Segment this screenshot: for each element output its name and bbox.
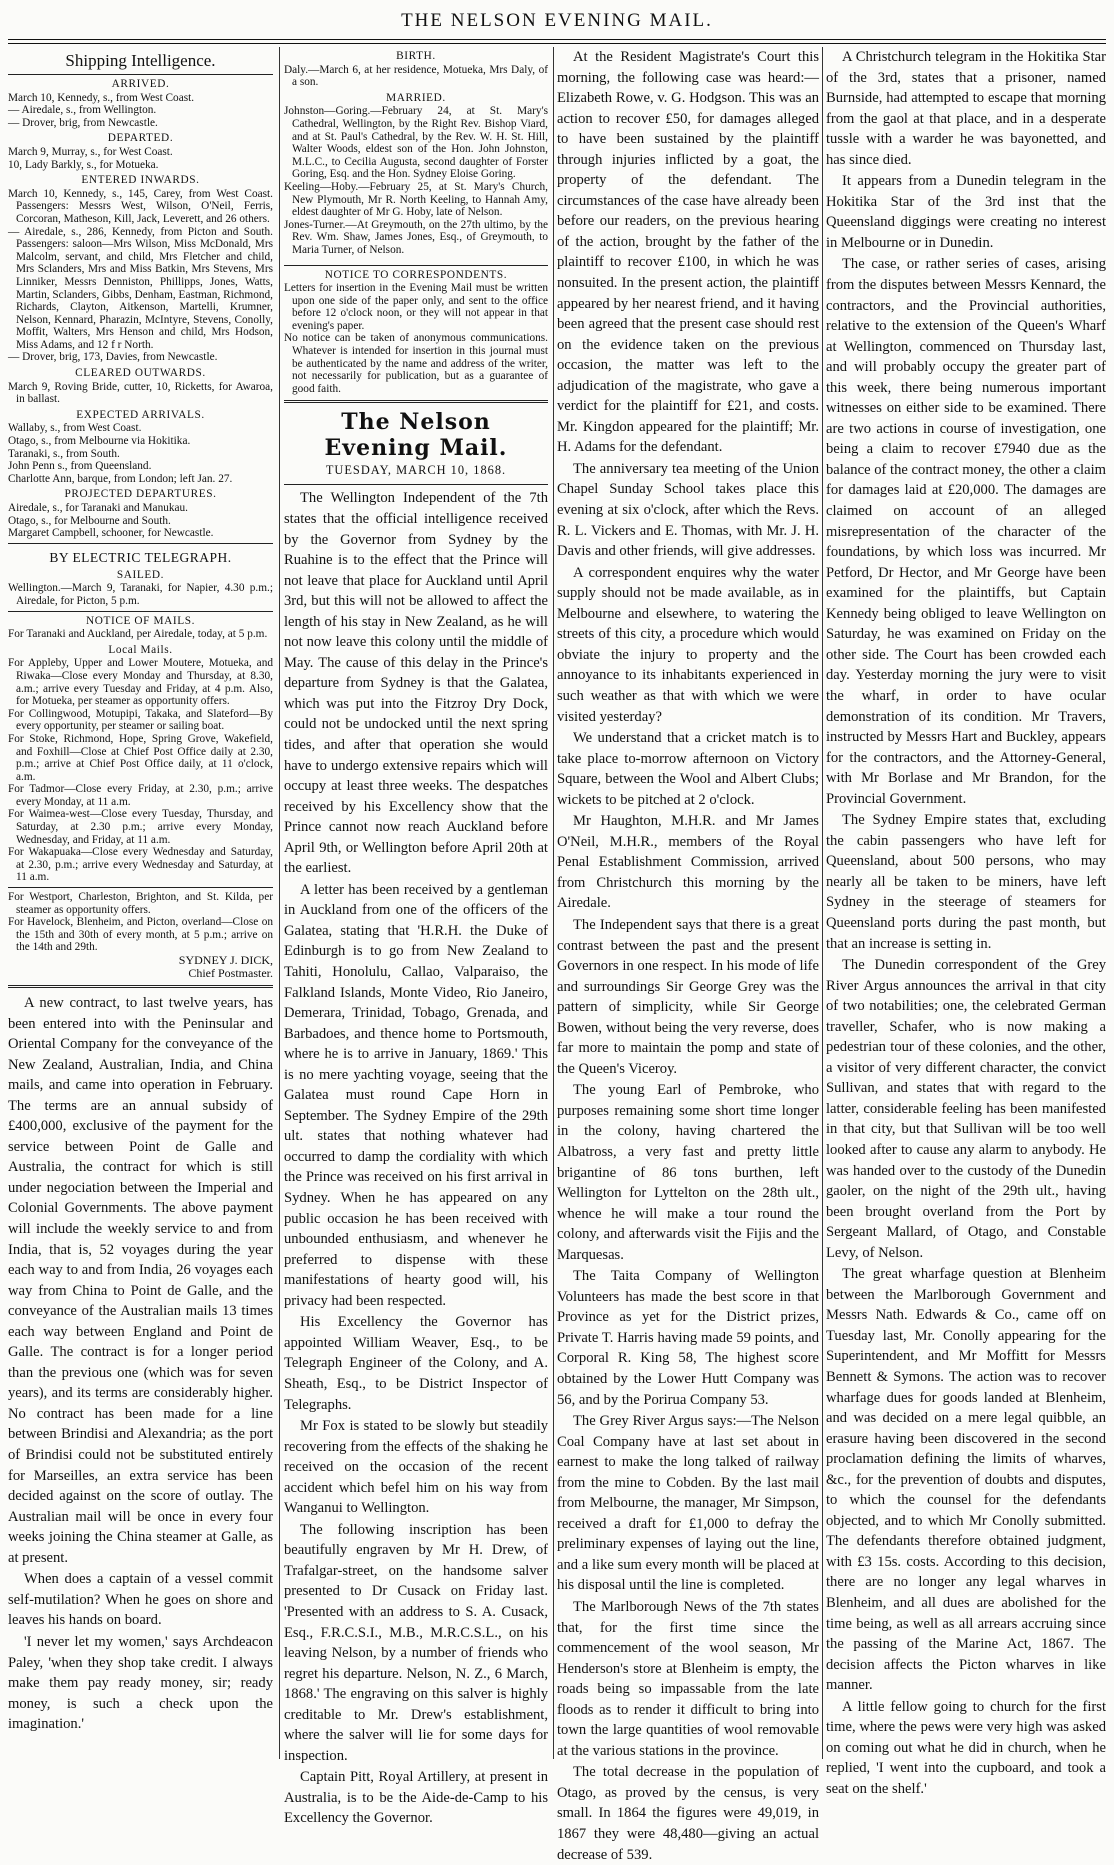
list-item: Margaret Campbell, schooner, for Newcastle. xyxy=(8,527,214,540)
column-1 xyxy=(8,47,273,1759)
editorial-title: The Nelson Evening Mail. xyxy=(324,409,508,462)
article-paragraph: The Sydney Empire states that, excluding the cabin passengers who have left for Queensland, about 500 persons, who may nearly all be taken to be miners, have left Sydney in the steerage of steamers for Queensland ports during the past month, but that an increase is setting in. xyxy=(826,812,1106,952)
column-divider xyxy=(553,47,554,1759)
list-item: March 9, Murray, s., for West Coast. xyxy=(8,145,173,158)
list-item: March 9, Roving Bride, cutter, 10, Ricketts, for Awaroa, in ballast. xyxy=(8,380,273,406)
list-item: Charlotte Ann, barque, from London; left Jan. 27. xyxy=(8,472,233,485)
column-divider xyxy=(279,47,280,1759)
list-item: For Tadmor—Close every Friday, at 2.30, p.m.; arrive every Monday, at 11 a.m. xyxy=(8,783,273,808)
shipping-title: Shipping Intelligence. xyxy=(65,51,216,70)
column-divider xyxy=(822,47,823,1759)
column-3-articles xyxy=(557,47,819,1865)
mails-section xyxy=(8,615,273,954)
article-paragraph: A letter has been received by a gentleman in Auckland from one of the officers of the Galatea, stating that 'H.R.H. the Duke of Edinburgh is to go from New Zealand to Tahiti, Honolulu, Callao, Valparaiso, the Falkland Islands, Monte Video, Rio Janeiro, Demerara, Trinidad, Tobago, Grenada, and Barbadoes, and thence home to Portsmouth, where he is to arrive in January, 1869.' This is no mere yachting voyage, seeing that the Galatea must round Cape Horn in September. The Sydney Empire of the 29th ult. states that nothing whatever had occurred to damp the cordiality with which the Prince was received on his first arrival in Sydney. When he has appeared on any public occasion he has been received with unbounded enthusiasm, and whenever he preferred to dispense with these manifestations of hearty good will, his privacy had been respected. xyxy=(284,881,548,1309)
article-paragraph: A new contract, to last twelve years, has been entered into with the Peninsular and Oriental Company for the conveyance of the New Zealand, Australian, India, and China mails, and came into operation in February. The terms are an annual subsidy of £400,000, exclusive of the payment for the service between Point de Galle and Australia, the contract for which is still under negociation between the Imperial and Colonial Governments. The above payment will include the weekly service to and from India, that is, 52 voyages during the year each way to and from India, 26 voyages each way from China to Point de Galle, and the conveyance of the Australian mails 13 times each way between England and Point de Galle. The contract is for a longer period than the previous one (which was for seven years), and its terms are considerably higher. No contract has been made for a line between Brindisi and Alexandria; as the port of Brindisi could not be substituted entirely for Marseilles, an extra service has been decided against on the score of outlay. The Australian mail will be once in every four weeks joining the China steamer at Galle, as at present. xyxy=(8,995,273,1566)
list-item: John Penn s., from Queensland. xyxy=(8,460,152,473)
article-paragraph: Mr Fox is stated to be slowly but steadily recovering from the effects of the shaking he received on the occasion of the recent accident which befel him on his way from Wanganui to Wellington. xyxy=(284,1418,548,1517)
telegraph-sub: SAILED. xyxy=(116,568,165,581)
article-paragraph: A Christchurch telegram in the Hokitika Star of the 3rd, states that a prisoner, named Burnside, had attempted to escape that morning from the gaol at that place, and in a desperate tussle with a warder he was bayonetted, and has since died. xyxy=(826,49,1106,168)
list-item: Otago, s., for Melbourne and South. xyxy=(8,514,171,527)
list-item: — Drover, brig, 173, Davies, from Newcastle. xyxy=(8,351,218,364)
masthead-rule xyxy=(8,43,1106,44)
article-paragraph: The Dunedin correspondent of the Grey River Argus announces the arrival in that city of two notabilities; one, the celebrated German traveller, Schafer, who is now making a pedestrian tour of these colonies, and the other, a visitor of very different character, the convict Sullivan, and states that with regard to the latter, considerable feeling has been manifested in that city, but that Sullivan will be too well looked after to cause any alarm to anybody. He was handed over to the custody of the Dunedin gaoler, on the night of the 29th ult., having been brought overland from the Port by Sergeant Mallard, of Otago, and Constable Levy, of Nelson. xyxy=(826,957,1106,1261)
column-3 xyxy=(557,47,819,1863)
list-item: March 10, Kennedy, s., from West Coast. xyxy=(8,91,195,104)
list-item: — Airedale, s., 286, Kennedy, from Picton and South. Passengers: saloon—Mrs Wilson, Miss McDonald, Mrs Malcolm, servant, and child, Mrs Fletcher and child, Mrs Sclanders, Mrs and Miss Batkin, Mrs Stevens, Mrs Linniker, Messrs Denniston, Phillipps, Jones, Watts, Martin, Sclanders, Gibbs, Denham, Eastman, Richmond, Richards, Clayton, Aitkenson, Martelli, Krumner, Nelson, Kennard, Pharazin, McIntyre, Stevens, Conolly, Moffit, Walters, Mrs Henson and child, Mrs Hodson, Miss Adams, and 12 f r North. xyxy=(8,225,273,351)
arrived-heading: ARRIVED. xyxy=(111,78,170,90)
masthead: THE NELSON EVENING MAIL. xyxy=(401,10,713,31)
list-item: March 10, Kennedy, s., 145, Carey, from West Coast. Passengers: Messrs West, Wilson, O'Neil, Ferris, Corcoran, Matheson, Kill, Jack, Leverett, and 26 others. xyxy=(8,187,273,225)
article-paragraph: The anniversary tea meeting of the Union Chapel Sunday School takes place this evening at six o'clock, after which the Revs. R. L. Vickers and E. Thomas, with Mr. J. H. Davis and other friends, will give addresses. xyxy=(557,460,819,560)
departed-heading: DEPARTED. xyxy=(107,132,174,145)
list-item: For Havelock, Blenheim, and Picton, overland—Close on the 15th and 30th of every month, at 5 p.m.; arrive on the 14th and 29th. xyxy=(8,916,273,954)
married-title: MARRIED. xyxy=(386,91,446,104)
column-4 xyxy=(826,47,1106,1797)
column-4-articles xyxy=(826,47,1106,1799)
projected-heading: PROJECTED DEPARTURES. xyxy=(64,488,217,501)
signature-title: Chief Postmaster. xyxy=(188,966,273,980)
article-paragraph: The Marlborough News of the 7th states that, for the first time since the commencement of the wool season, Mr Henderson's store at Blenheim is empty, the roads being so impassable from the late floods as to render it difficult to bring into town the large quantities of wool removable at the various stations in the province. xyxy=(557,1599,819,1759)
article-paragraph: The Taita Company of Wellington Volunteers has made the best score in that Province as yet for the District prizes, Private T. Harris having made 59 points, and Corporal R. King 58, The highest score obtained by the Lower Hutt Company was 56, and by the Porirua Company 53. xyxy=(557,1268,819,1408)
signature-name: SYDNEY J. DICK, xyxy=(178,953,273,967)
article-paragraph: Mr Haughton, M.H.R. and Mr James O'Neil, M.H.R., members of the Royal Penal Establishment Commission, arrived from Christchurch this morning by the Airedale. xyxy=(557,813,819,912)
masthead-rule xyxy=(8,39,1106,40)
list-item: Wallaby, s., from West Coast. xyxy=(8,422,142,435)
list-item: — Airedale, s., from Wellington. xyxy=(8,104,157,117)
list-item: 10, Lady Barkly, s., for Motueka. xyxy=(8,158,159,171)
article-paragraph: The total decrease in the population of Otago, as proved by the census, is very small. In 1864 the figures were 49,019, in 1867 they were 48,480—giving an actual decrease of 539. xyxy=(557,1764,819,1863)
article-paragraph: The Wellington Independent of the 7th states that the official intelligence received by the Governor from Sydney by the Ruahine is to the effect that the Prince will not leave that place for Auckland until April 3rd, but this will not be allowed to affect the length of his stay in New Zealand, as he will not now leave this colony until the middle of May. The cause of this delay in the Prince's departure from Sydney is that the Galatea, which was put into the Fitzroy Dry Dock, could not be undocked until the next spring tides, and after that operation she would have to undergo extensive repairs which will occupy at least three weeks. The despatches received by his Excellency show that the Prince cannot now reach Auckland before April 9th, or Wellington before April 20th at the earliest. xyxy=(284,490,548,877)
editorial-date: TUESDAY, MARCH 10, 1868. xyxy=(325,463,507,478)
list-item: Taranaki, s., from South. xyxy=(8,447,120,460)
list-item: — Drover, brig, from Newcastle. xyxy=(8,116,158,129)
list-item: For Wakapuaka—Close every Wednesday and Saturday, at 2.30, p.m.; arrive every Wednesday and Saturday, at 11 a.m. xyxy=(8,846,273,884)
article-paragraph: The Independent says that there is a great contrast between the past and the present Governors in one respect. In his mode of life and surroundings Sir George Grey was the pattern of simplicity, while Sir George Bowen, without being the very reverse, does far more to maintain the pomp and state of the Queen's Viceroy. xyxy=(557,916,819,1077)
list-item: For Stoke, Richmond, Hope, Spring Grove, Wakefield, and Foxhill—Close at Chief Post Office daily at 2.30, p.m.; arrive at Chief Post Office daily, at 11 o'clock, a.m. xyxy=(8,732,273,783)
cleared-heading: CLEARED OUTWARDS. xyxy=(75,367,206,380)
list-item: For Taranaki and Auckland, per Airedale, today, at 5 p.m. xyxy=(8,628,268,641)
article-paragraph: The case, or rather series of cases, arising from the disputes between Messrs Kennard, the contractors, and the Provincial authorities, relative to the extension of the Queen's Wharf at Wellington, commenced on Thursday last, and will probably occupy the greater part of this week, there being numerous important witnesses on either side to be examined. There are two actions in course of investigation, one being a claim to recover £7940 due as the balance of the contract money, the other a claim for damages laid at £20,000. The damages are claimed on account of an alleged misrepresentation of the character of the foundations, by which loss was incurred. Mr Petford, Dr Hector, and Mr George have been examined for the plaintiffs, but Captain Kennedy being obliged to leave Wellington on Saturday, he was examined on Friday on the other side. The Court has been crowded each day. Yesterday morning the jury were to visit the wharf, in order to have ocular demonstration of its condition. Mr Travers, instructed by Messrs Hart and Buckley, appears for the contractors, and the Attorney-General, with Mr Borlase and Mr Brandon, for the Provincial Government. xyxy=(826,256,1106,807)
article-paragraph: Captain Pitt, Royal Artillery, at present in Australia, is to be the Aide-de-Camp to his Excellency the Governor. xyxy=(284,1769,548,1827)
entered-heading: ENTERED INWARDS. xyxy=(81,174,200,187)
list-item: Airedale, s., for Taranaki and Manukau. xyxy=(8,502,188,514)
list-item: For Waimea-west—Close every Tuesday, Thursday, and Saturday, at 2.30 p.m.; arrive every Monday, Wednesday, and Friday, at 11 a.m. xyxy=(8,808,273,846)
notice-paragraph: Letters for insertion in the Evening Mail must be written upon one side of the paper only, and sent to the office before 12 o'clock noon, or they will not appear in that evening's paper. xyxy=(284,282,548,332)
correspondents-title: NOTICE TO CORRESPONDENTS. xyxy=(324,268,508,281)
local-mails-heading: Local Mails. xyxy=(108,643,173,656)
marriage-notice: Jones-Turner.—At Greymouth, on the 27th ultimo, by the Rev. Wm. Shaw, James Jones, Esq., of Greymouth, to Maria Turner, of Nelson. xyxy=(284,218,548,256)
article-paragraph: A little fellow going to church for the first time, where the pews were very high was asked on coming out what he did in church, when he replied, 'I went into the cupboard, and took a seat on the shelf.' xyxy=(826,1698,1106,1797)
list-item: Otago, s., from Melbourne via Hokitika. xyxy=(8,435,191,448)
article-paragraph: The great wharfage question at Blenheim between the Marlborough Government and Messrs Nath. Edwards & Co., came off on Tuesday last, Mr. Conolly appearing for the Superintendent, and Mr Moffitt for Messrs Bennett & Symons. The action was to recover wharfage dues for goods landed at Blenheim, and was decided on a mere legal quibble, an erasure having been discovered in the second proclamation defining the limits of wharves, &c., for the prevention of doubts and disputes, to which the counsel for the defendants objected, and to which Mr Conolly submitted. The defendants therefore obtained judgment, with £3 15s. costs. According to this decision, there are no longer any legal wharves in Blenheim, and all dues are abolished for the time being, as well as all arrears accruing since the passing of the Marine Act, 1867. The decision affects the Picton wharves in like manner. xyxy=(826,1266,1106,1694)
notice-paragraph: No notice can be taken of anonymous communications. Whatever is intended for insertion in this journal must be authenticated by the name and address of the writer, not necessarily for publication, but as a guarantee of good faith. xyxy=(284,332,548,395)
telegraph-text: Wellington.—March 9, Taranaki, for Napier, 4.30 p.m.; Airedale, for Picton, 5 p.m. xyxy=(8,582,273,607)
list-item: For Appleby, Upper and Lower Moutere, Motueka, and Riwaka—Close every Monday and Thursday, at 8.30, a.m.; arrive every Tuesday and Friday, at 4 p.m. Also, for Motueka, per steamer as opportunity offers. xyxy=(8,657,273,708)
article-paragraph: A correspondent enquires why the water supply should not be made available, as in Melbourne and elsewhere, to watering the streets of this city, a procedure which would obviate the injury to property and the annoyance to its inhabitants experienced in such weather as that with which we were visited yesterday? xyxy=(557,564,819,725)
article-paragraph: 'I never let my women,' says Archdeacon Paley, 'when they shop take credit. I always make them pay ready money, sir; ready money, is such a check upon the imagination.' xyxy=(8,1633,273,1733)
article-paragraph: We understand that a cricket match is to take place to-morrow afternoon on Victory Square, between the Wool and Albert Clubs; wickets to be pitched at 2 o'clock. xyxy=(557,730,819,808)
expected-heading: EXPECTED ARRIVALS. xyxy=(76,408,205,421)
marriage-notice: Keeling—Hoby.—February 25, at St. Mary's Church, New Plymouth, Mr R. North Keeling, to Hannah Amy, eldest daughter of Mr G. Hoby, late of Nelson. xyxy=(284,180,548,219)
article-paragraph: The following inscription has been beautifully engraven by Mr H. Drew, of Trafalgar-street, on the handsome salver presented to Dr Cusack on Friday last. 'Presented with an address to S. A. Cusack, Esq., F.R.C.S.I., M.B., M.R.C.S.L., on his leaving Nelson, by a number of friends who regret his departure. Nelson, N. Z., 6 March, 1868.' The engraving on this salver is highly creditable to Mr. Drew's establishment, where the salver will lie for some days for inspection. xyxy=(284,1521,548,1764)
birth-notice: Daly.—March 6, at her residence, Motueka, Mrs Daly, of a son. xyxy=(284,63,548,89)
mails-title: NOTICE OF MAILS. xyxy=(85,614,196,627)
article-paragraph: It appears from a Dunedin telegram in the Hokitika Star of the 3rd inst that the Queensland diggings were creating no interest in Melbourne or in Dunedin. xyxy=(826,173,1106,251)
list-item: For Westport, Charleston, Brighton, and St. Kilda, per steamer as opportunity offers. xyxy=(8,891,273,916)
column-2 xyxy=(284,47,548,1827)
marriage-notice: Johnston—Goring.—February 24, at St. Mary's Cathedral, Wellington, by the Right Rev. Bishop Viard, and at St. Paul's Cathedral, by the Rev. W. H. St. Hill, Walter Woods, eldest son of the Hon. John Johnston, M.L.C., to Cecilia Augusta, second daughter of Forster Goring, Esq. and the Hon. Sydney Eloise Goring. xyxy=(284,105,548,181)
article-paragraph: His Excellency the Governor has appointed William Weaver, Esq., to be Telegraph Engineer of the Colony, and A. Sheath, Esq., to be District Inspector of Telegraphs. xyxy=(284,1314,548,1413)
list-item: For Collingwood, Motupipi, Takaka, and Slateford—By every opportunity, per steamer or sailing boat. xyxy=(8,707,273,733)
article-paragraph: The young Earl of Pembroke, who purposes remaining some short time longer in the colony, having chartered the Albatross, a very fast and pretty little brigantine of 86 tons burthen, left Wellington for Lyttelton on the 28th ult., whence he will make a tour round the colony, and afterwards visit the Fijis and the Marquesas. xyxy=(557,1082,819,1263)
article-paragraph: At the Resident Magistrate's Court this morning, the following case was heard:—Elizabeth Rowe, v. G. Hodgson. This was an action to recover £50, for damages alleged to have been sustained by the plaintiff through injuries inflicted by a goat, the property of the defendant. The circumstances of the case have already been before our readers, on the previous hearing of the action, brought by the father of the plaintiff to recover £100, in which he was nonsuited. In the present action, the plaintiff appeared by her nearest friend, and it having been agreed that the present case should rest on the evidence taken on the previous occasion, the matter was left to the adjudication of the magistrate, who gave a verdict for the plaintiff for £21, and costs. Mr. Kingdon appeared for the plaintiff; Mr. H. Adams for the defendant. xyxy=(557,49,819,456)
correspondents-notice xyxy=(284,269,548,396)
column-2-articles xyxy=(284,488,548,1829)
column-1-articles xyxy=(8,993,273,1735)
shipping-section xyxy=(8,78,273,540)
article-paragraph: When does a captain of a vessel commit self-mutilation? When he goes on shore and leaves his hands on board. xyxy=(8,1571,273,1629)
article-paragraph: The Grey River Argus says:—The Nelson Coal Company have at last set about in earnest to make the long talked of railway from the mine to Cobden. By the last mail from Melbourne, the manager, Mr Simpson, received a draft for £1,000 to defray the preliminary expenses of laying out the line, and a like sum every month will be placed at his disposal until the line is completed. xyxy=(557,1413,819,1594)
birth-title: BIRTH. xyxy=(396,50,436,62)
telegraph-title: BY ELECTRIC TELEGRAPH. xyxy=(49,549,232,565)
